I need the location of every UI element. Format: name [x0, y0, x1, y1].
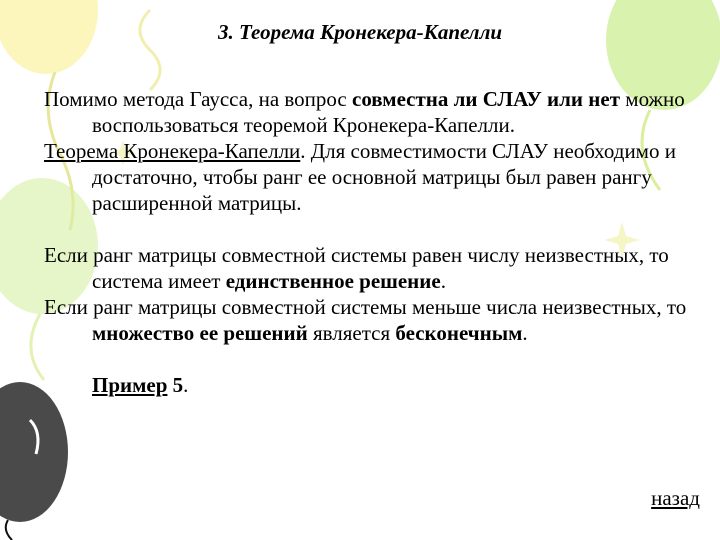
balloon-string-left — [31, 314, 44, 380]
text-span: является — [307, 321, 396, 345]
example-link[interactable]: Пример — [92, 373, 168, 397]
bold-text: единственное решение — [225, 269, 441, 293]
bold-text: совместна ли СЛАУ или нет — [352, 87, 621, 111]
text-span: . — [183, 373, 189, 397]
dark-balloon-string — [6, 520, 12, 540]
text-span: Если ранг матрицы совместной системы меньше числа неизвестных, то — [44, 295, 687, 319]
dark-balloon — [0, 382, 68, 522]
text-span: Если ранг матрицы совместной системы равен числу неизвестных, то система имеет — [44, 243, 669, 293]
example-line — [44, 372, 716, 398]
bold-text: бесконечным — [395, 321, 523, 345]
example-number: 5 — [167, 373, 184, 397]
text-span: можно воспользоваться теоремой Кронекера-Капелли. — [92, 87, 685, 137]
text-span: Помимо метода Гаусса, на вопрос — [44, 87, 352, 111]
text-span: . — [522, 321, 528, 345]
text-span: . Для совместимости СЛАУ необходимо и достаточно, чтобы ранг ее основной матрицы был равен рангу расширенной матрицы. — [92, 139, 676, 215]
text-span: . — [440, 269, 446, 293]
slide-body — [44, 86, 716, 398]
slide-title: 3. Теорема Кронекера-Капелли — [217, 20, 503, 44]
paragraph-theorem — [44, 138, 716, 216]
paragraph-intro — [44, 86, 716, 138]
back-link[interactable]: назад — [651, 486, 700, 510]
paragraph-infinite — [44, 294, 716, 346]
bold-text: множество ее решений — [92, 321, 308, 345]
paragraph-unique — [44, 242, 716, 294]
theorem-name: Теорема Кронекера-Капелли — [44, 139, 301, 163]
